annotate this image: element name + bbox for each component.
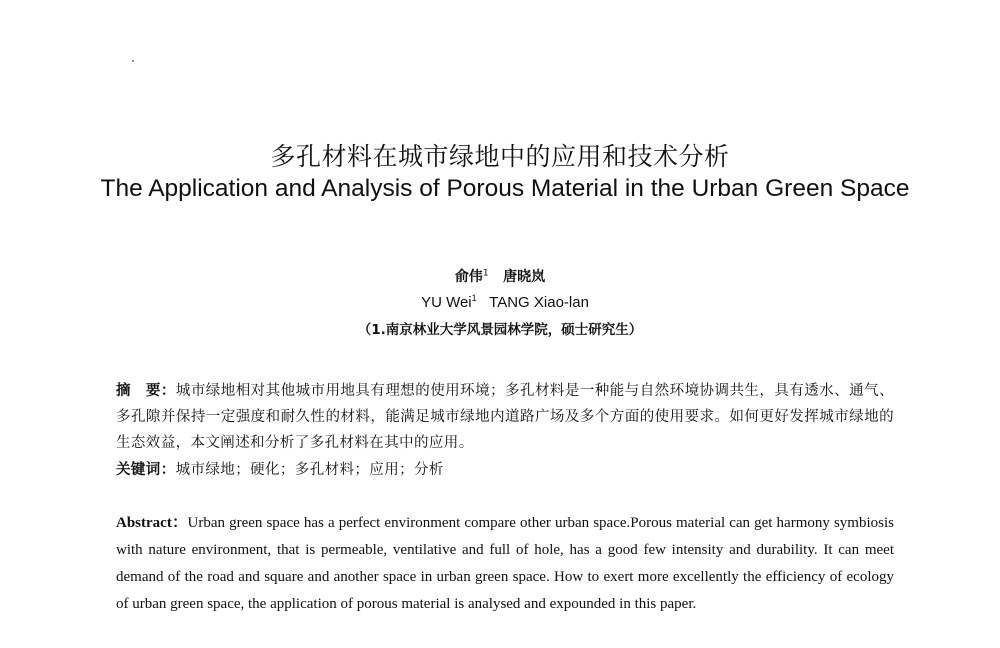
author-2-cn: 唐晓岚 <box>503 269 546 285</box>
title-chinese: 多孔材料在城市绿地中的应用和技术分析 <box>270 142 730 171</box>
affiliation: （1.南京林业大学风景园林学院，硕士研究生） <box>357 322 643 338</box>
abstract-cn-label: 摘 要： <box>116 383 176 399</box>
author-2-en: TANG Xiao-lan <box>489 294 589 311</box>
abstract-en-label: Abstract： <box>116 515 188 531</box>
scan-speck <box>132 60 134 62</box>
authors-chinese <box>0 266 1000 286</box>
title-english: The Application and Analysis of Porous Material in the Urban Green Space <box>100 175 910 202</box>
abstract-chinese <box>116 378 894 456</box>
abstract-en-text: Urban green space has a perfect environment compare other urban space.Porous material can get harmony symbiosis with nature environment, that is permeable, ventilative and full of hole, has a good few intensity and durability. It can meet demand of the road and square and another space in urban green space. How to exert more excellently the efficiency of ecology of urban green space, the application of porous material is analysed and expounded in this paper. <box>116 515 894 612</box>
keywords-chinese <box>116 457 894 483</box>
author-1-cn-sup: 1 <box>482 268 489 279</box>
abstract-cn-text: 城市绿地相对其他城市用地具有理想的使用环境；多孔材料是一种能与自然环境协调共生，具有透水、通气、多孔隙并保持一定强度和耐久性的材料，能满足城市绿地内道路广场及多个方面的使用要求。如何更好发挥城市绿地的生态效益，本文阐述和分析了多孔材料在其中的应用。 <box>116 383 894 451</box>
keywords-cn-label: 关键词： <box>116 462 176 478</box>
author-1-en: YU Wei <box>421 294 472 311</box>
abstract-english <box>116 510 894 618</box>
authors-english <box>0 293 1000 311</box>
keywords-cn-text: 城市绿地；硬化；多孔材料；应用；分析 <box>175 462 444 478</box>
author-1-cn: 俞伟 <box>454 269 483 285</box>
author-1-en-sup: 1 <box>471 293 477 303</box>
